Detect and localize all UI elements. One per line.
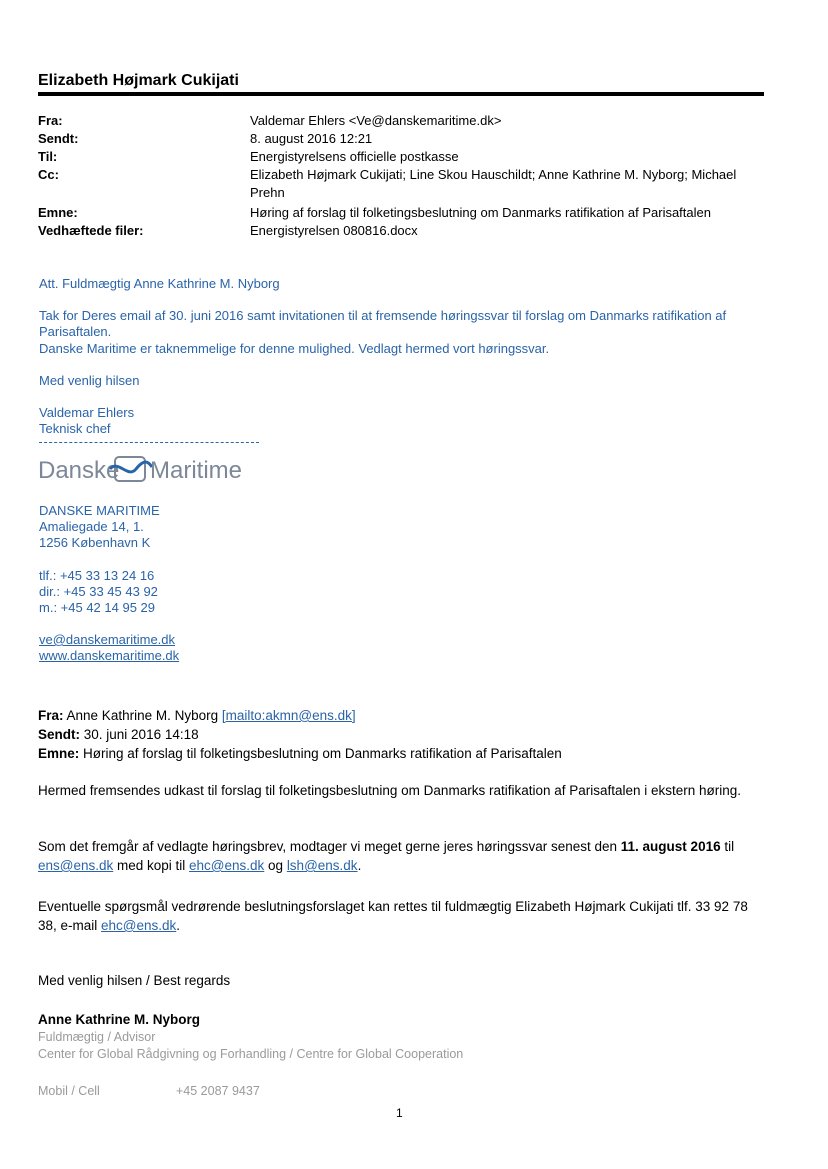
lsh-email-link[interactable]: lsh@ens.dk [286, 858, 358, 873]
message-paragraph-2: Danske Maritime er taknemmelige for denne mulighed. Vedlagt hermed vort høringssvar. [39, 341, 550, 356]
ehc-email-link-2[interactable]: ehc@ens.dk [101, 918, 177, 933]
attachments-label: Vedhæftede filer: [38, 223, 144, 238]
logo-text-left: Danske [38, 457, 120, 484]
document-title: Elizabeth Højmark Cukijati [38, 72, 239, 89]
email-row [39, 632, 769, 648]
quoted-sent-label: Sendt: [38, 727, 80, 742]
quoted-sent-value: 30. juni 2016 14:18 [83, 727, 199, 742]
quoted-p2-text-d: og [264, 858, 287, 873]
quoted-paragraph-3 [38, 897, 766, 935]
quoted-from-line [38, 706, 768, 725]
ehc-email-link[interactable]: ehc@ens.dk [189, 858, 265, 873]
quoted-signature-name: Anne Kathrine M. Nyborg [38, 1012, 201, 1027]
email-link[interactable]: ve@danskemaritime.dk [39, 632, 176, 647]
mobile-label: Mobil / Cell [38, 1084, 100, 1098]
to-label: Til: [38, 149, 58, 164]
sent-value: 8. august 2016 12:21 [250, 131, 373, 146]
sender-name: Valdemar Ehlers [39, 405, 135, 420]
address-line-2: 1256 København K [39, 535, 151, 550]
quoted-p3-text-a: Eventuelle spørgsmål vedrørende beslutningsforslaget kan rettes til fuldmægtig Elizabeth Højmark Cukijati tlf. 33 92 78 38, e-mail [38, 899, 748, 933]
quoted-regards: Med venlig hilsen / Best regards [38, 973, 231, 988]
quoted-signature-title: Fuldmægtig / Advisor [38, 1030, 156, 1044]
title-rule [38, 92, 764, 96]
danske-maritime-logo [38, 451, 248, 489]
quoted-subject-value: Høring af forslag til folketingsbeslutning om Danmarks ratifikation af Parisaftalen [83, 746, 562, 761]
to-value: Energistyrelsens officielle postkasse [250, 149, 459, 164]
deadline-date: 11. august 2016 [620, 839, 721, 854]
website-link[interactable]: www.danskemaritime.dk [39, 648, 180, 663]
quoted-p2-text-b: til [720, 839, 735, 854]
quoted-sent-line [38, 725, 768, 744]
quoted-p2-text-a: Som det fremgår af vedlagte høringsbrev, modtager vi meget gerne jeres høringssvar senest den [38, 839, 621, 854]
logo-text-right: Maritime [150, 457, 243, 484]
quoted-signature-center: Center for Global Rådgivning og Forhandling / Centre for Global Cooperation [38, 1047, 464, 1061]
mobile-value: +45 2087 9437 [176, 1084, 260, 1098]
from-value: Valdemar Ehlers <Ve@danskemaritime.dk> [250, 113, 502, 128]
address-line-1: Amaliegade 14, 1. [39, 519, 144, 534]
from-label: Fra: [38, 113, 63, 128]
quoted-from-value: Anne Kathrine M. Nyborg [66, 708, 219, 723]
cc-label: Cc: [38, 167, 59, 182]
message-paragraph-1: Tak for Deres email af 30. juni 2016 samt invitationen til at fremsende høringssvar til forslag om Danmarks ratifikation af Parisaftalen. [39, 308, 727, 339]
mobile-line: m.: +45 42 14 95 29 [39, 600, 156, 615]
quoted-paragraph-1: Hermed fremsendes udkast til forslag til folketingsbeslutning om Danmarks ratifikation af Parisaftalen i ekstern høring. [38, 783, 742, 798]
quoted-from-label: Fra: [38, 708, 64, 723]
quoted-p2-text-c: med kopi til [113, 858, 190, 873]
ens-email-link[interactable]: ens@ens.dk [38, 858, 114, 873]
signature-divider [39, 442, 259, 443]
subject-value: Høring af forslag til folketingsbeslutning om Danmarks ratifikation af Parisaftalen [250, 205, 711, 220]
sender-title: Teknisk chef [39, 421, 111, 436]
sent-label: Sendt: [38, 131, 79, 146]
subject-label: Emne: [38, 205, 78, 220]
quoted-p2-text-e: . [357, 858, 362, 873]
cc-value: Elizabeth Højmark Cukijati; Line Skou Hauschildt; Anne Kathrine M. Nyborg; Michael Prehn [250, 167, 737, 200]
page-number: 1 [396, 1106, 403, 1120]
attention-line: Att. Fuldmægtig Anne Kathrine M. Nyborg [39, 276, 280, 291]
phone-line: tlf.: +45 33 13 24 16 [39, 568, 155, 583]
quoted-subject-line [38, 744, 768, 763]
attachment-file[interactable]: Energistyrelsen 080816.docx [250, 223, 418, 238]
quoted-mailto-link[interactable]: [mailto:akmn@ens.dk] [221, 708, 356, 723]
quoted-subject-label: Emne: [38, 746, 80, 761]
web-row [39, 648, 769, 664]
company-name: DANSKE MARITIME [39, 503, 160, 518]
direct-line: dir.: +45 33 45 43 92 [39, 584, 158, 599]
message-greeting: Med venlig hilsen [39, 373, 140, 388]
quoted-p3-text-b: . [176, 918, 181, 933]
quoted-paragraph-2 [38, 837, 768, 875]
